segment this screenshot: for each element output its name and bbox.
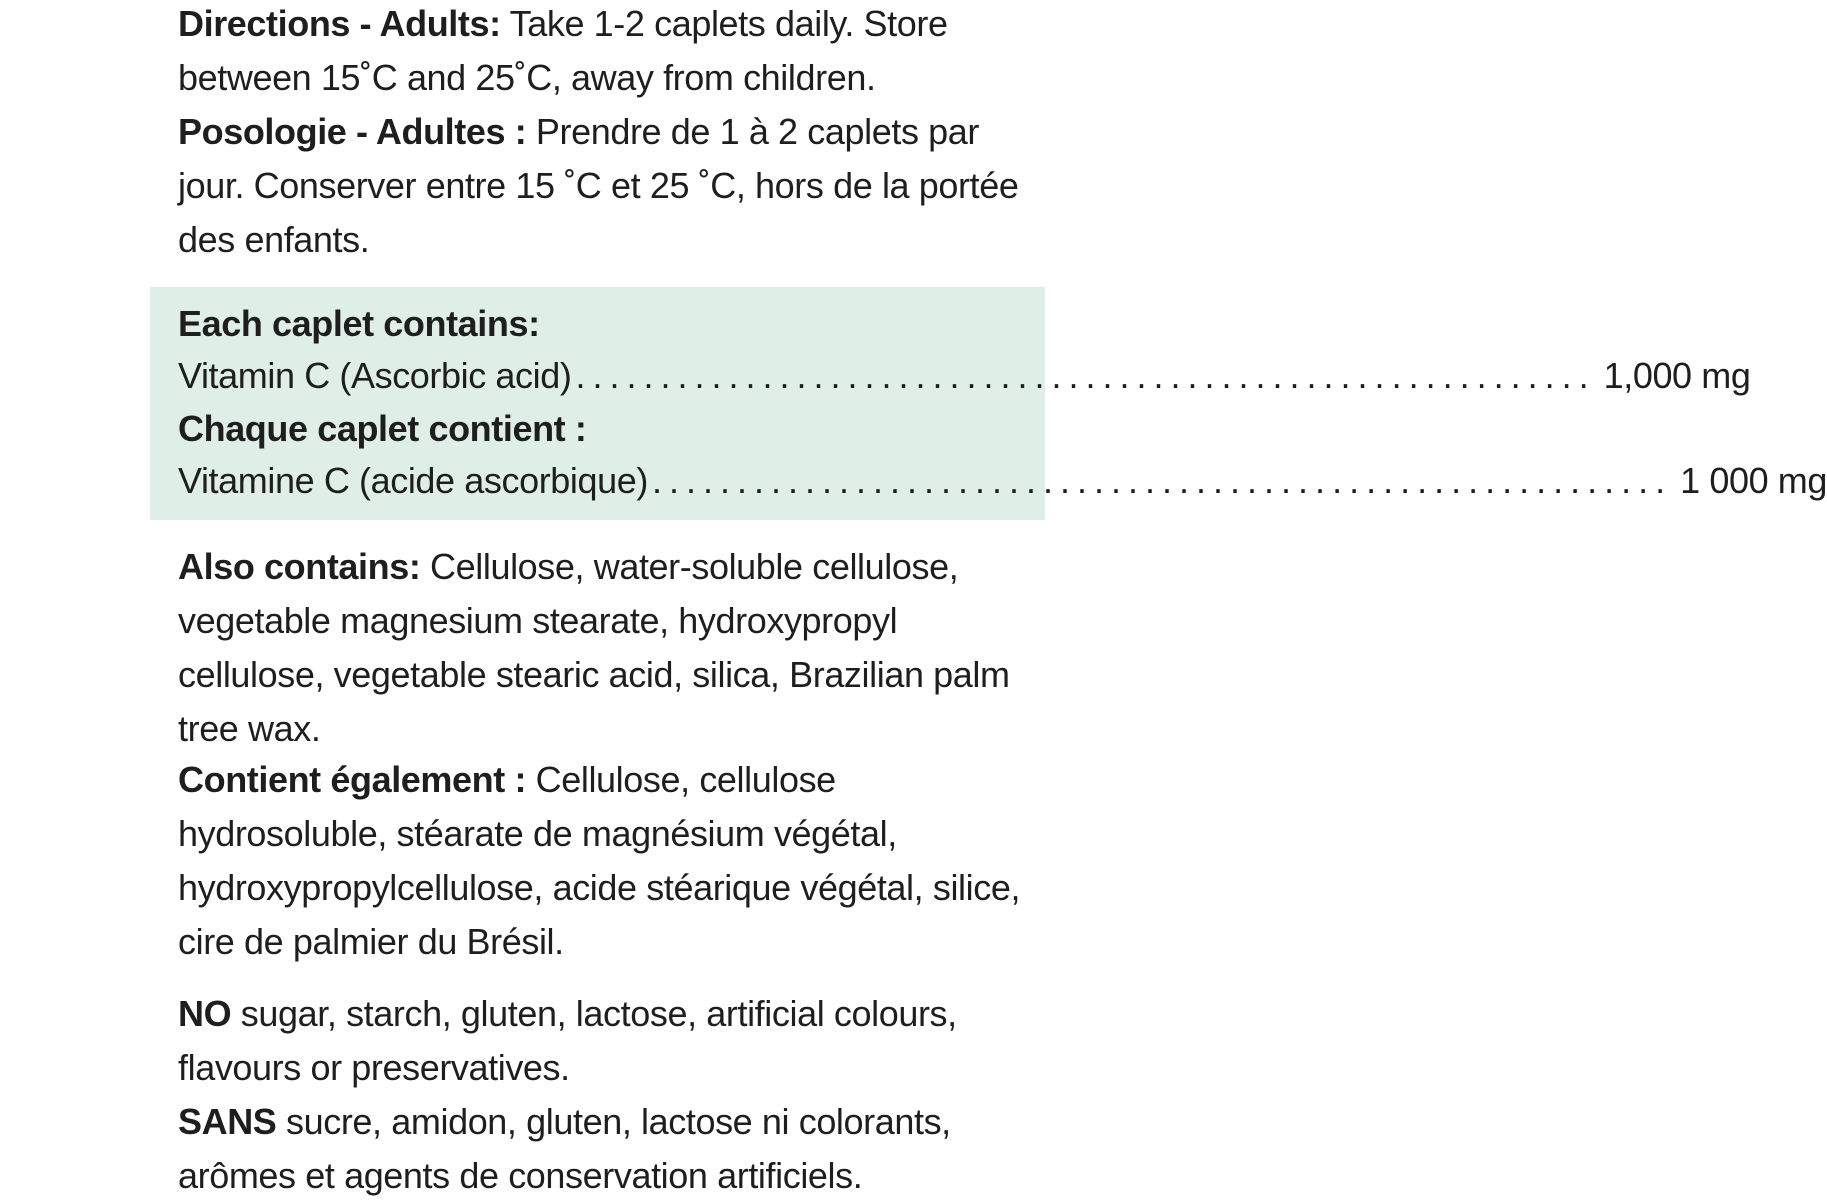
contents-heading-english: Each caplet contains: (178, 303, 540, 344)
directions-english-text: Take 1-2 caplets daily. Store between 15˚C and 25˚C, away from children. (178, 3, 948, 98)
also-contains-english-text: Cellulose, water-soluble cellulose, vegetable magnesium stearate, hydroxypropyl cellulose, vegetable stearic acid, silica, Brazilian palm tree wax. (178, 546, 1010, 749)
also-contains-french-label: Contient également : (178, 759, 527, 800)
directions-french-label: Posologie - Adultes : (178, 111, 527, 152)
ingredient-row-english (178, 349, 1751, 403)
directions-english-label: Directions - Adults: (178, 3, 501, 44)
directions-english (178, 0, 1028, 105)
ingredient-name-french: Vitamine C (acide ascorbique) (178, 460, 648, 501)
contents-heading-french: Chaque caplet contient : (178, 408, 587, 449)
ingredient-amount-french: 1 000 mg (1680, 460, 1827, 501)
directions-french (178, 105, 1028, 267)
also-contains-english (178, 540, 1028, 756)
also-contains-english-label: Also contains: (178, 546, 421, 587)
free-from-english-label: NO (178, 993, 232, 1034)
free-from-english (178, 987, 1028, 1095)
dot-leader: ............................................................ (575, 355, 1596, 396)
ingredient-name-english: Vitamin C (Ascorbic acid) (178, 355, 572, 396)
product-label (150, 0, 1827, 1200)
also-contains-french-text: Cellulose, cellulose hydrosoluble, stéarate de magnésium végétal, hydroxypropylcellulose, acide stéarique végétal, silice, cire de palmier du Brésil. (178, 759, 1021, 962)
free-from-french-label: SANS (178, 1101, 277, 1142)
contents-panel (150, 287, 1827, 520)
free-from-english-text: sugar, starch, gluten, lactose, artificial colours, flavours or preservatives. (178, 993, 957, 1088)
free-from-french (178, 1095, 1028, 1203)
also-contains-french (178, 753, 1028, 969)
ingredient-amount-english: 1,000 mg (1603, 355, 1751, 396)
ingredient-row-french (178, 454, 1827, 508)
directions-french-text: Prendre de 1 à 2 caplets par jour. Conserver entre 15 ˚C et 25 ˚C, hors de la portée des enfants. (178, 111, 1019, 260)
free-from-french-text: sucre, amidon, gluten, lactose ni colorants, arômes et agents de conservation artificiels. (178, 1101, 951, 1196)
dot-leader: ............................................................ (651, 460, 1673, 501)
